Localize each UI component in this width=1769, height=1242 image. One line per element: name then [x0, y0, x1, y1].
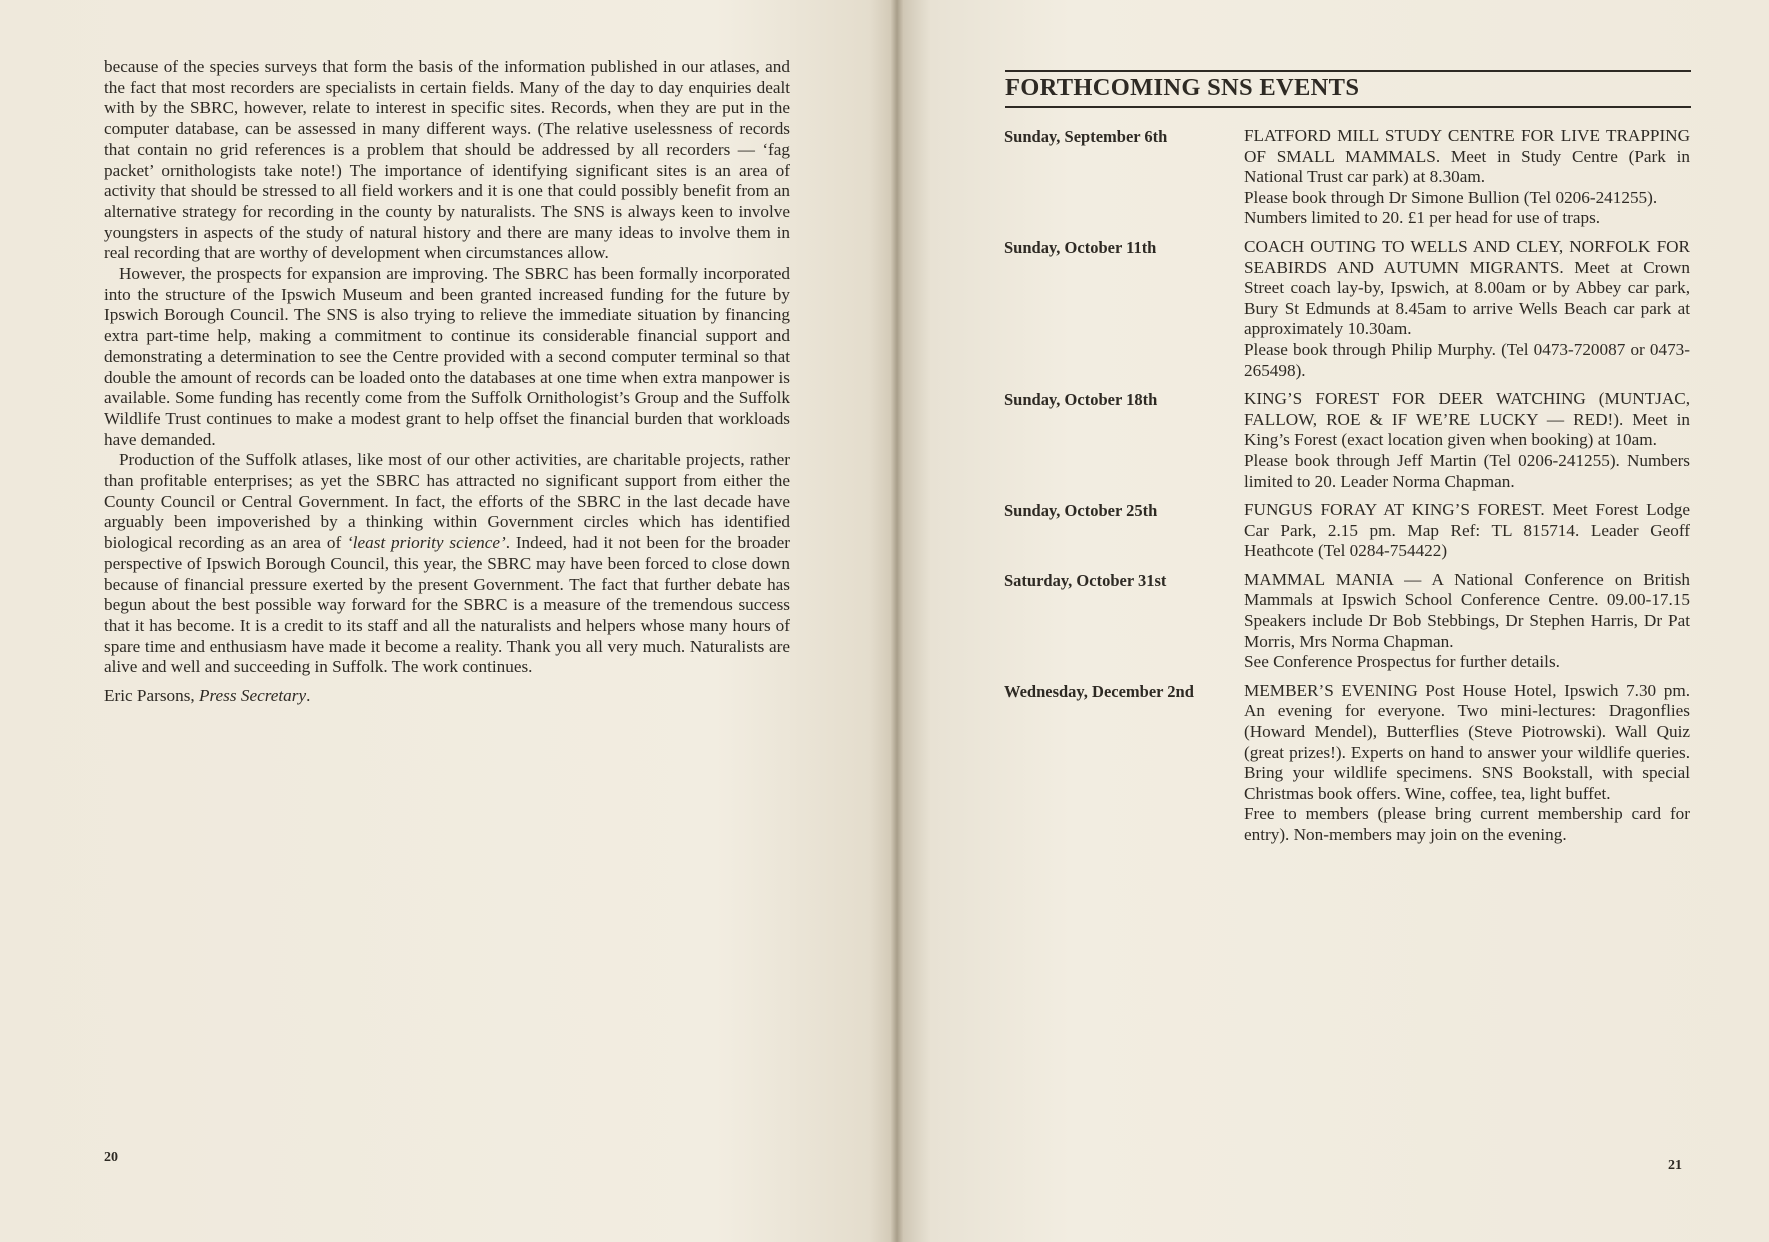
event-line: Please book through Dr Simone Bullion (Tel 0206-241255). [1244, 187, 1658, 207]
event-line: Free to members (please bring current membership card for entry). Non-members may join on the evening. [1244, 804, 1690, 844]
event-line: Please book through Philip Murphy. (Tel 0473-720087 or 0473-265498). [1244, 339, 1690, 380]
events-title: FORTHCOMING SNS EVENTS [1005, 74, 1360, 101]
paragraph-text: Production of the Suffolk atlases, like most of our other activities, are charitable projects, rather than profitable enterprises; as yet the SBRC has attracted no significant support from either the County Council or Central Government. In fact, the efforts of the SBRC in the last decade have arguably been impoverished by a thinking within Government circles which has identified biological recording as an area of [104, 450, 790, 553]
article-paragraph: However, the prospects for expansion are improving. The SBRC has been formally incorporated into the structure of the Ipswich Museum and been granted increased funding for the future by Ipswich Borough Council. The SNS is also trying to relieve the immediate situation by financing extra part-time help, making a commitment to continue its considerable financial support and demonstrating a determination to see the Centre provided with a second computer terminal so that double the amount of records can be loaded onto the databases at one time when extra manpower is available. Some funding has recently come from the Suffolk Ornithologist’s Group and the Suffolk Wildlife Trust continues to make a modest grant to help offset the financial burden that workloads have demanded. [104, 264, 790, 449]
event-item [1004, 570, 1690, 673]
signature-name: Eric Parsons, [104, 686, 199, 706]
event-item [1004, 237, 1690, 381]
event-line: MEMBER’S EVENING Post House Hotel, Ipswich 7.30 pm. An evening for everyone. Two mini-lectures: Dragonflies (Howard Mendel), Butterflies (Steve Piotrowski). Wall Quiz (great prizes!). Experts on hand to answer your wildlife queries. Bring your wildlife specimens. SNS Bookstall, with special Christmas book offers. Wine, coffee, tea, light buffet. [1244, 680, 1690, 803]
signature-end: . [306, 686, 311, 706]
event-date: Sunday, October 25th [1004, 501, 1158, 521]
signature [104, 686, 790, 707]
event-item [1004, 500, 1690, 562]
event-line: KING’S FOREST FOR DEER WATCHING (MUNTJAC, FALLOW, ROE & IF WE’RE LUCKY — RED!). Meet in King’s Forest (exact location given when booking) at 10am. [1244, 389, 1690, 450]
paragraph-text: . Indeed, had it not been for the broader perspective of Ipswich Borough Council, this year, the SBRC may have been forced to close down because of financial pressure exerted by the present Government. The fact that further debate has begun about the best possible way forward for the SBRC is a measure of the tremendous success that it has become. It is a credit to its staff and all the naturalists and helpers whose many hours of spare time and enthusiasm have made it become a reality. Thank you all very much. Naturalists are alive and well and succeeding in Suffolk. The work continues. [104, 533, 790, 677]
event-item [1004, 389, 1690, 492]
event-line: COACH OUTING TO WELLS AND CLEY, NORFOLK FOR SEABIRDS AND AUTUMN MIGRANTS. Meet at Crown Street coach lay-by, Ipswich, at 8.00am or by Abbey car park, Bury St Edmunds at 8.45am to arrive Wells Beach car park at approximately 10.30am. [1244, 236, 1690, 339]
event-line: Numbers limited to 20. £1 per head for use of traps. [1244, 208, 1601, 228]
article-paragraph [104, 450, 790, 678]
event-description [1244, 389, 1690, 492]
title-rule-bottom [1005, 106, 1691, 108]
event-line: FUNGUS FORAY AT KING’S FOREST. Meet Forest Lodge Car Park, 2.15 pm. Map Ref: TL 815714. Leader Geoff Heathcote (Tel 0284-754422) [1244, 500, 1690, 561]
event-line: FLATFORD MILL STUDY CENTRE FOR LIVE TRAPPING OF SMALL MAMMALS. Meet in Study Centre (Park in National Trust car park) at 8.30am. [1244, 126, 1690, 187]
events-list [1004, 126, 1690, 854]
event-line: Please book through Jeff Martin (Tel 0206-241255). Numbers limited to 20. Leader Norma Chapman. [1244, 450, 1690, 491]
article-body [104, 57, 790, 707]
page-number: 20 [104, 1150, 118, 1165]
book-gutter [890, 0, 904, 1242]
event-description [1244, 681, 1690, 846]
article-paragraph: because of the species surveys that form the basis of the information published in our atlases, and the fact that most recorders are specialists in certain fields. Many of the day to day enquiries dealt with by the SBRC, however, relate to interest in specific sites. Records, when they are put in the computer database, can be assessed in many different ways. (The relative uselessness of records that contain no grid references is a problem that should be addressed by all recorders — ‘fag packet’ ornithologists take note!) The importance of identifying significant sites is an area of activity that should be stressed to all field workers and it is one that could possibly benefit from an alternative strategy for recording in the county by naturalists. The SNS is always keen to involve youngsters in aspects of the study of natural history and there are many ideas to involve them in real recording that are worthy of development when circumstances allow. [104, 57, 790, 263]
event-description [1244, 126, 1690, 229]
signature-title: Press Secretary [199, 686, 307, 706]
event-item [1004, 126, 1690, 229]
event-description [1244, 570, 1690, 673]
event-description [1244, 500, 1690, 562]
event-date: Sunday, October 18th [1004, 390, 1158, 410]
event-date: Sunday, October 11th [1004, 237, 1157, 257]
page-number: 21 [1668, 1158, 1682, 1173]
event-description [1244, 237, 1690, 381]
title-rule-top [1005, 70, 1691, 72]
event-item [1004, 681, 1690, 846]
event-date: Sunday, September 6th [1004, 127, 1168, 146]
event-line: See Conference Prospectus for further details. [1244, 652, 1560, 672]
event-date: Saturday, October 31st [1004, 570, 1167, 590]
italic-quote: ‘least priority science’ [347, 533, 506, 553]
event-date: Wednesday, December 2nd [1004, 681, 1194, 701]
event-line: MAMMAL MANIA — A National Conference on British Mammals at Ipswich School Conference Centre. 09.00-17.15 Speakers include Dr Bob Stebbings, Dr Stephen Harris, Dr Pat Morris, Mrs Norma Chapman. [1244, 569, 1690, 651]
